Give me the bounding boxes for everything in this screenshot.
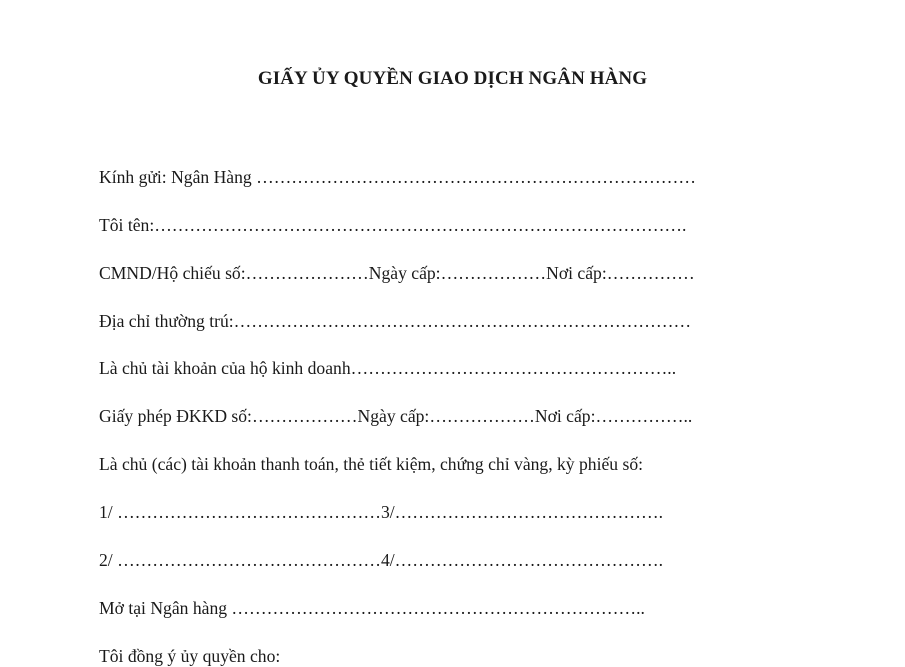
authorize-to-line: Tôi đồng ý ủy quyền cho:	[99, 646, 281, 666]
document-title: GIẤY ỦY QUYỀN GIAO DỊCH NGÂN HÀNG	[257, 68, 648, 89]
accounts-owner-line: Là chủ (các) tài khoản thanh toán, thẻ tiết kiệm, chứng chỉ vàng, kỳ phiếu số:	[99, 454, 644, 474]
full-name-line: Tôi tên:……………………………………………………………………………….	[99, 215, 687, 235]
id-passport-line: CMND/Hộ chiếu số:…………………Ngày cấp:………………Nơi cấp:……………	[99, 263, 695, 283]
opened-at-bank-line: Mở tại Ngân hàng ……………………………………………………………..	[99, 598, 645, 618]
permanent-address-line: Địa chỉ thường trú:……………………………………………………………………	[99, 311, 692, 331]
household-business-line: Là chủ tài khoản của hộ kinh doanh………………………………………………..	[99, 358, 677, 378]
account-numbers-line-2: 2/ ………………………………………4/……………………………………….	[99, 550, 663, 570]
account-numbers-line-1: 1/ ………………………………………3/……………………………………….	[99, 502, 663, 522]
business-license-line: Giấy phép ĐKKD số:………………Ngày cấp:………………Nơi cấp:……………..	[99, 406, 693, 426]
recipient-bank-line: Kính gửi: Ngân Hàng …………………………………………………………………	[99, 167, 696, 187]
